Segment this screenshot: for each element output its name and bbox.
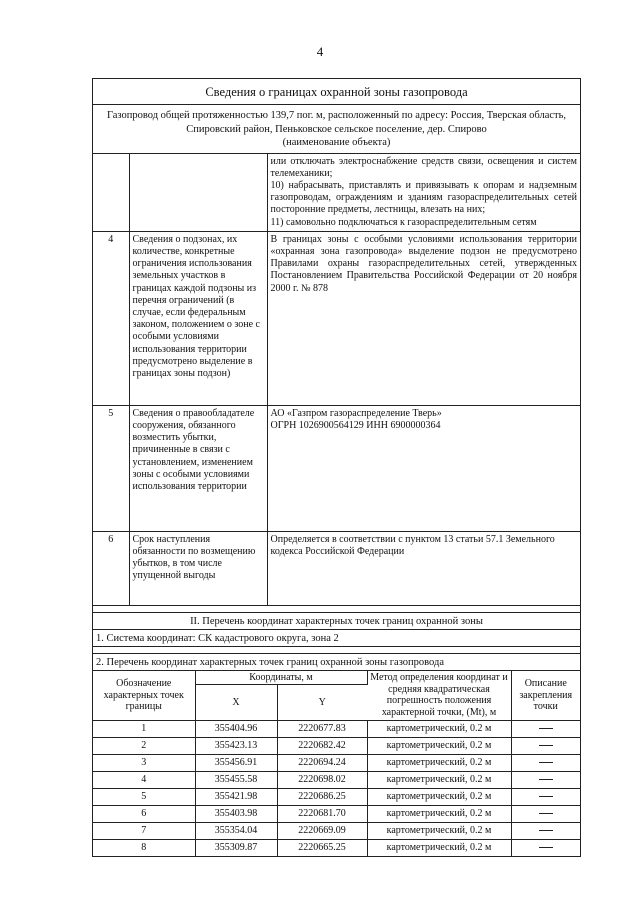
row-number: 5 [93, 405, 129, 531]
object-name-caption: (наименование объекта) [282, 137, 391, 148]
coordinate-system: 1. Система координат: СК кадастрового округа, зона 2 [93, 630, 580, 647]
coord-x: 355455.58 [195, 772, 277, 789]
description-cell [511, 755, 580, 772]
point-number: 7 [93, 823, 195, 840]
header-designation: Обозначение характерных точек границы [93, 671, 195, 721]
dash-mark [539, 762, 553, 763]
dash-mark [539, 796, 553, 797]
coord-y: 2220694.24 [277, 755, 367, 772]
table-row [93, 806, 580, 823]
row-number: 6 [93, 531, 129, 605]
dash-mark [539, 830, 553, 831]
coord-x: 355309.87 [195, 840, 277, 857]
header-coordinates: Координаты, м [195, 671, 367, 685]
description-cell [511, 772, 580, 789]
coord-x: 355456.91 [195, 755, 277, 772]
row-name: Сведения о правообладателе сооружения, обязанного возместить убытки, причиненные в связи с установлением, изменением зоны с особыми условиями использования территории [129, 405, 267, 531]
header-x: X [195, 685, 277, 721]
coord-x: 355421.98 [195, 789, 277, 806]
spacer [93, 647, 580, 654]
coordinates-list-title: 2. Перечень координат характерных точек границ охранной зоны газопровода [93, 654, 580, 671]
point-number: 6 [93, 806, 195, 823]
coord-y: 2220698.02 [277, 772, 367, 789]
info-table [93, 154, 580, 606]
method: картометрический, 0.2 м [367, 823, 511, 840]
table-row [93, 840, 580, 857]
header-method: Метод определения координат и средняя квадратическая погрешность положения характерной точки, (Mt), м [367, 671, 511, 721]
dash-mark [539, 847, 553, 848]
table-row [93, 772, 580, 789]
header-description: Описание закрепления точки [511, 671, 580, 721]
row-name [129, 154, 267, 232]
point-number: 4 [93, 772, 195, 789]
coordinates-table [93, 671, 580, 858]
row-text: или отключать электроснабжение средств связи, освещения и систем телемеханики; 10) набрасывать, приставлять и привязывать к опорам и надземным газопроводам, ограждениям и зданиям газораспределительных сетей посторонние предметы, лестницы, влезать на них; 11) самовольно подключаться к газораспределительным сетям [267, 154, 580, 232]
coord-y: 2220677.83 [277, 721, 367, 738]
coord-x: 355354.04 [195, 823, 277, 840]
point-number: 1 [93, 721, 195, 738]
object-description [93, 105, 580, 154]
header-y: Y [277, 685, 367, 721]
point-number: 3 [93, 755, 195, 772]
coord-x: 355403.98 [195, 806, 277, 823]
description-cell [511, 823, 580, 840]
coord-x: 355423.13 [195, 738, 277, 755]
description-cell [511, 789, 580, 806]
row-name: Срок наступления обязанности по возмещению убытков, в том числе упущенной выгоды [129, 531, 267, 605]
description-cell [511, 738, 580, 755]
coord-y: 2220665.25 [277, 840, 367, 857]
doc-title: Сведения о границах охранной зоны газопровода [93, 79, 580, 105]
row-name: Сведения о подзонах, их количестве, конкретные ограничения использования земельных участков в границах каждой подзоны из перечня ограничений (в случае, если федеральным законом, положением о зоне с особыми условиями использования территории предусмотрено выделение в границах зоны подзон) [129, 231, 267, 405]
method: картометрический, 0.2 м [367, 840, 511, 857]
method: картометрический, 0.2 м [367, 738, 511, 755]
table-row [93, 755, 580, 772]
row-text: В границах зоны с особыми условиями использования территории «охранная зона газопровода» выделение подзон не предусмотрено Правилами охраны газораспределительных сетей, утвержденных Постановлением Правительства Российской Федерации от 20 ноября 2000 г. № 878 [267, 231, 580, 405]
row-text: АО «Газпром газораспределение Тверь» ОГРН 1026900564129 ИНН 6900000364 [267, 405, 580, 531]
description-cell [511, 840, 580, 857]
spacer [93, 606, 580, 613]
coord-y: 2220682.42 [277, 738, 367, 755]
description-cell [511, 806, 580, 823]
table-row [93, 738, 580, 755]
method: картометрический, 0.2 м [367, 721, 511, 738]
page-number: 4 [316, 44, 324, 59]
dash-mark [539, 728, 553, 729]
document-table [92, 78, 581, 857]
info-row [93, 405, 580, 531]
info-row [93, 531, 580, 605]
description-cell [511, 721, 580, 738]
row-text: Определяется в соответствии с пунктом 13 статьи 57.1 Земельного кодекса Российской Федерации [267, 531, 580, 605]
dash-mark [539, 779, 553, 780]
table-row [93, 721, 580, 738]
method: картометрический, 0.2 м [367, 772, 511, 789]
dash-mark [539, 745, 553, 746]
point-number: 5 [93, 789, 195, 806]
row-number: 4 [93, 231, 129, 405]
method: картометрический, 0.2 м [367, 806, 511, 823]
method: картометрический, 0.2 м [367, 789, 511, 806]
coord-x: 355404.96 [195, 721, 277, 738]
object-line-2: Спировский район, Пеньковское сельское поселение, дер. Спирово [186, 123, 487, 135]
coord-y: 2220669.09 [277, 823, 367, 840]
coord-y: 2220686.25 [277, 789, 367, 806]
info-row [93, 154, 580, 232]
point-number: 2 [93, 738, 195, 755]
row-number [93, 154, 129, 232]
info-row [93, 231, 580, 405]
table-row [93, 789, 580, 806]
coord-y: 2220681.70 [277, 806, 367, 823]
dash-mark [539, 813, 553, 814]
coords-header-row [93, 671, 580, 685]
object-line-1: Газопровод общей протяженностью 139,7 пог. м, расположенный по адресу: Россия, Тверская область, [106, 110, 567, 121]
point-number: 8 [93, 840, 195, 857]
table-row [93, 823, 580, 840]
method: картометрический, 0.2 м [367, 755, 511, 772]
section-2-title: II. Перечень координат характерных точек границ охранной зоны [93, 613, 580, 630]
